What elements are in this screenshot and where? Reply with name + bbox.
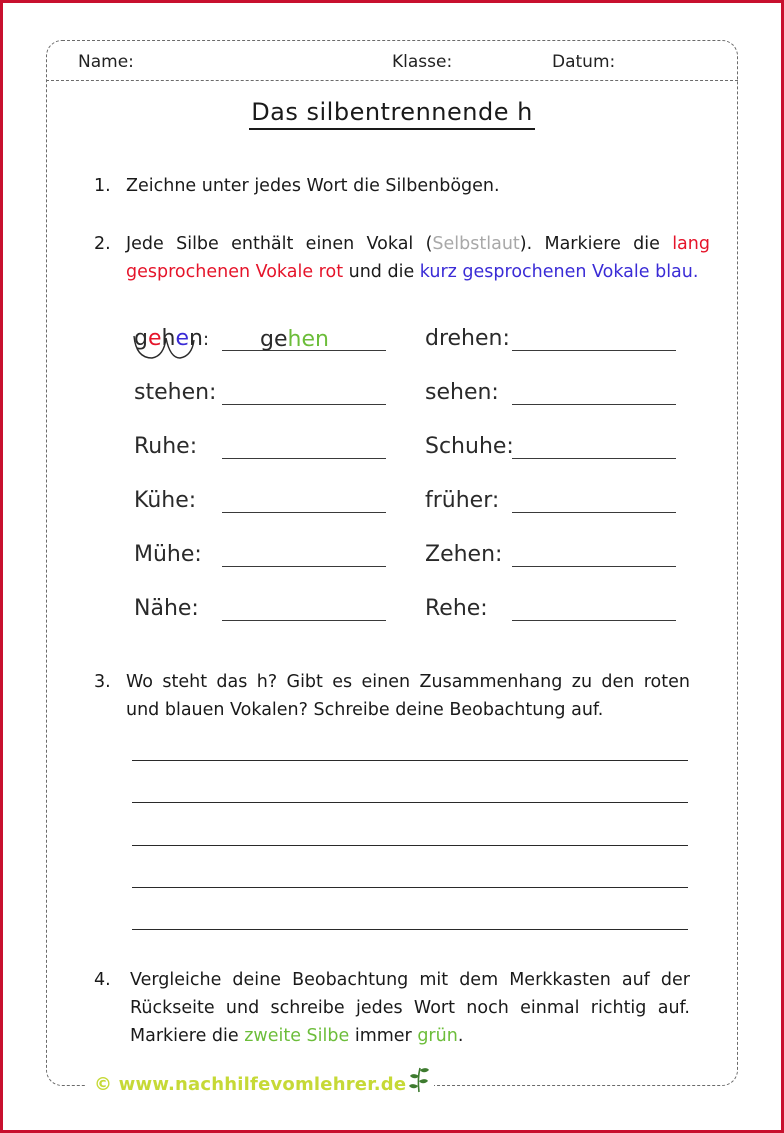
footer-copyright: © www.nachhilfevomlehrer.de [94,1074,407,1095]
word-frueher: früher: [425,488,500,513]
task-3-line-1: Wo steht das h? Gibt es einen Zusammenhang zu den roten [126,672,690,692]
task-2-text [126,230,710,258]
word-zehen: Zehen: [425,542,503,567]
answer-line-schuhe[interactable] [512,458,676,459]
word-sehen: sehen: [425,380,499,405]
task-4 [94,966,690,1050]
task-2-period: . [692,262,699,282]
header-divider [46,80,738,81]
word-rehe: Rehe: [425,596,488,621]
task-2-text-a: Jede Silbe enthält einen Vokal ( [126,234,433,254]
name-label: Name: [78,52,134,72]
example-letter-n: n [189,326,203,351]
task-2-lang: lang [672,234,710,254]
page-title-text: Das silbentrennende h [249,98,535,130]
leaf-icon [406,1064,432,1094]
task-4-period: . [457,1026,464,1046]
task-4-line-2: Rückseite und schreibe jedes Wort noch einmal richtig auf. [130,998,690,1018]
answer-line-muehe[interactable] [222,566,386,567]
task-4-line-1: Vergleiche deine Beobachtung mit dem Merkkasten auf der [130,970,690,990]
example-answer [260,327,329,352]
page-title [0,98,784,126]
task-4-line-3 [130,1022,690,1050]
writing-line-3[interactable] [132,845,688,846]
word-stehen: stehen: [134,380,217,405]
word-naehe: Nähe: [134,596,199,621]
task-4-second-syllable: zweite Silbe [244,1026,350,1046]
date-label: Datum: [552,52,616,72]
answer-line-rehe[interactable] [512,620,676,621]
answer-line-zehen[interactable] [512,566,676,567]
word-drehen: drehen: [425,326,510,351]
task-2-text-c: und die [343,262,420,282]
answer-line-kuehe[interactable] [222,512,386,513]
task-4-text-b: immer [349,1026,418,1046]
task-3 [94,668,690,724]
task-2-long-vowels: gesprochenen Vokale rot [126,262,344,282]
task-2 [94,230,710,286]
answer-line-naehe[interactable] [222,620,386,621]
example-answer-syllable-2: hen [287,327,329,352]
writing-line-1[interactable] [132,760,688,761]
task-2-number: 2. [94,234,111,254]
task-1-text: Zeichne unter jedes Wort die Silbenbögen. [126,176,500,196]
task-1 [94,172,694,200]
word-ruhe: Ruhe: [134,434,198,459]
answer-line-ruhe[interactable] [222,458,386,459]
task-1-number: 1. [94,176,111,196]
answer-line-drehen[interactable] [512,350,676,351]
example-letter-h: h [161,326,176,351]
answer-line-frueher[interactable] [512,512,676,513]
task-4-green-word: grün [417,1026,458,1046]
task-3-number: 3. [94,672,111,692]
example-letter-e-long: e [147,326,162,351]
answer-line-sehen[interactable] [512,404,676,405]
task-4-text-a: Markiere die [130,1026,245,1046]
task-2-text-b: ). Markiere die [519,234,673,254]
word-muehe: Mühe: [134,542,202,567]
task-2-text-line2 [126,258,710,286]
task-2-selbstlaut: Selbstlaut [432,234,520,254]
class-label: Klasse: [392,52,453,72]
example-colon: : [202,329,210,350]
answer-line-stehen[interactable] [222,404,386,405]
writing-line-5[interactable] [132,929,688,930]
example-letter-g: g [134,326,148,351]
task-3-line-2: und blauen Vokalen? Schreibe deine Beobachtung auf. [126,700,604,720]
example-answer-syllable-1: ge [260,327,288,352]
task-4-number: 4. [94,970,111,990]
task-2-short-vowels: kurz gesprochenen Vokale blau [419,262,693,282]
writing-line-4[interactable] [132,887,688,888]
syllable-arcs-icon [128,330,200,370]
word-schuhe: Schuhe: [425,434,514,459]
writing-line-2[interactable] [132,802,688,803]
example-letter-e-short: e [175,326,190,351]
word-kuehe: Kühe: [134,488,197,513]
